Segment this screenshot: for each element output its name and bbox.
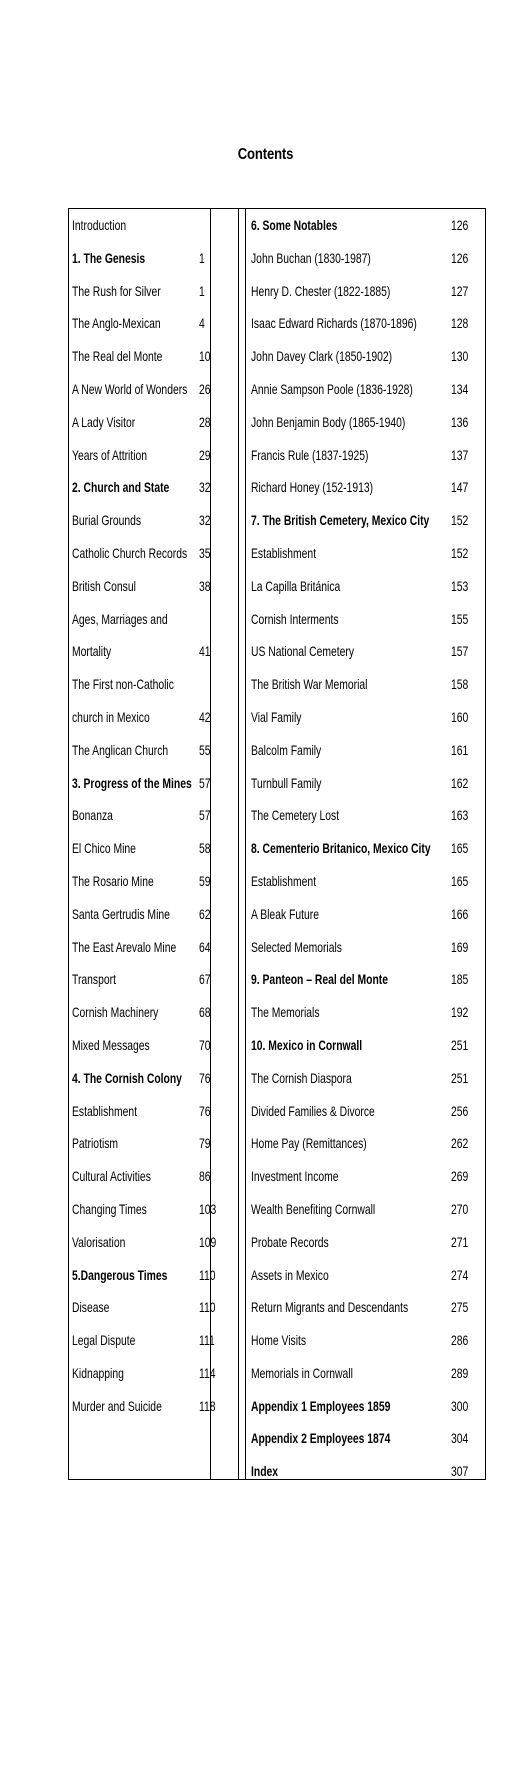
entry-page-number: 147 [451, 479, 469, 496]
entry-title: Assets in Mexico [251, 1266, 329, 1283]
entry-title: Balcolm Family [251, 741, 322, 758]
toc-entry [251, 996, 485, 1029]
entry-page-number: 10 [199, 348, 211, 365]
entry-page-number: 169 [451, 938, 469, 955]
entry-page-number: 58 [199, 840, 211, 857]
entry-page-number: 163 [451, 807, 469, 824]
entry-page-number: 136 [451, 413, 469, 430]
toc-entry [72, 275, 242, 308]
entry-page-number: 57 [199, 807, 211, 824]
entry-title: Disease [72, 1299, 110, 1316]
toc-entry [251, 799, 485, 832]
toc-entry [251, 898, 485, 931]
entry-title: La Capilla Británica [251, 577, 341, 594]
entry-page-number: 59 [199, 872, 211, 889]
entry-page-number: 185 [451, 971, 469, 988]
entry-title: British Consul [72, 577, 136, 594]
entry-title: Annie Sampson Poole (1836-1928) [251, 380, 413, 397]
entry-title: Introduction [72, 217, 127, 233]
entry-title: Establishment [251, 872, 317, 889]
entry-page-number: 153 [451, 577, 469, 594]
entry-page-number: 86 [199, 1168, 211, 1185]
entry-page-number: 251 [451, 1069, 469, 1086]
entry-title: Appendix 1 Employees 1859 [251, 1397, 391, 1414]
entry-page-number: 162 [451, 774, 469, 791]
entry-page-number: 1 [199, 282, 205, 299]
toc-entry [72, 570, 242, 603]
entry-page-number: 28 [199, 413, 211, 430]
entry-page-number: 42 [199, 708, 211, 725]
entry-title: Catholic Church Records [72, 544, 188, 561]
entry-page-number: 26 [199, 380, 211, 397]
entry-title: Kidnapping [72, 1364, 124, 1381]
toc-entry [72, 865, 242, 898]
toc-entry [72, 1324, 242, 1357]
toc-entry [251, 373, 485, 406]
toc-entry [72, 1259, 242, 1292]
entry-title: Cornish Machinery [72, 1004, 159, 1021]
entry-title: 6. Some Notables [251, 217, 338, 233]
toc-entry [72, 996, 242, 1029]
entry-page-number: 130 [451, 348, 469, 365]
toc-entry [72, 307, 242, 340]
entry-title: Index [251, 1463, 279, 1480]
entry-page-number: 155 [451, 610, 469, 627]
toc-entry [251, 963, 485, 996]
toc-entry [72, 963, 242, 996]
toc-entry [251, 1095, 485, 1128]
entry-page-number: 166 [451, 905, 469, 922]
entry-title: Cultural Activities [72, 1168, 151, 1185]
entry-title: Patriotism [72, 1135, 119, 1152]
entry-page-number: 41 [199, 643, 211, 660]
entry-title: Legal Dispute [72, 1332, 136, 1349]
entry-title: El Chico Mine [72, 840, 136, 857]
entry-page-number: 110 [199, 1299, 216, 1316]
toc-entry [72, 1062, 242, 1095]
toc-entry [251, 1259, 485, 1292]
entry-title: 3. Progress of the Mines [72, 774, 192, 791]
entry-page-number: 76 [199, 1102, 211, 1119]
toc-entry [251, 1455, 485, 1488]
entry-title: Valorisation [72, 1233, 126, 1250]
entry-page-number: 269 [451, 1168, 469, 1185]
toc-entry [251, 734, 485, 767]
entry-page-number: 137 [451, 446, 469, 463]
toc-entry [251, 1160, 485, 1193]
entry-page-number: 4 [199, 315, 205, 332]
toc-entry [72, 1226, 242, 1259]
toc-entry [251, 1324, 485, 1357]
page-title: Contents [237, 146, 294, 163]
entry-title: Appendix 2 Employees 1874 [251, 1430, 391, 1447]
entry-page-number: 32 [199, 479, 211, 496]
entry-title: The Real del Monte [72, 348, 163, 365]
entry-page-number: 109 [199, 1233, 217, 1250]
entry-page-number: 29 [199, 446, 211, 463]
toc-entry [251, 1357, 485, 1390]
entry-page-number: 158 [451, 676, 469, 693]
entry-title: Mixed Messages [72, 1036, 150, 1053]
toc-entry [72, 471, 242, 504]
toc-entry [72, 1127, 242, 1160]
toc-entry [251, 1390, 485, 1423]
toc-entry [251, 1029, 485, 1062]
entry-page-number: 35 [199, 544, 211, 561]
entry-title: Establishment [251, 544, 317, 561]
entry-title: 8. Cementerio Britanico, Mexico City [251, 840, 431, 857]
entry-page-number: 128 [451, 315, 469, 332]
entry-page-number: 57 [199, 774, 211, 791]
entry-title: Divided Families & Divorce [251, 1102, 375, 1119]
entry-title: Changing Times [72, 1200, 147, 1217]
toc-entry [251, 1226, 485, 1259]
entry-page-number: 127 [451, 282, 469, 299]
toc-entry [251, 439, 485, 472]
entry-page-number: 161 [451, 741, 469, 758]
toc-entry [251, 471, 485, 504]
toc-entry [72, 898, 242, 931]
entry-title: Establishment [72, 1102, 138, 1119]
entry-title: A Bleak Future [251, 905, 319, 922]
entry-page-number: 270 [451, 1200, 469, 1217]
right-column [251, 209, 485, 1488]
toc-entry [72, 439, 242, 472]
toc-entry [72, 734, 242, 767]
toc-entry [72, 1029, 242, 1062]
entry-page-number: 62 [199, 905, 211, 922]
entry-page-number: 274 [451, 1266, 469, 1283]
toc-entry [72, 1095, 242, 1128]
entry-title: Murder and Suicide [72, 1397, 162, 1414]
entry-page-number: 160 [451, 708, 469, 725]
toc-entry [251, 242, 485, 275]
toc-entry [72, 832, 242, 865]
toc-entry [72, 1357, 242, 1390]
entry-title: John Benjamin Body (1865-1940) [251, 413, 406, 430]
entry-page-number: 165 [451, 840, 469, 857]
toc-entry [251, 832, 485, 865]
left-column [72, 209, 242, 1422]
entry-page-number: 152 [451, 544, 469, 561]
entry-title: John Buchan (1830-1987) [251, 249, 371, 266]
toc-entry [72, 931, 242, 964]
toc-entry [72, 373, 242, 406]
entry-title: Years of Attrition [72, 446, 148, 463]
entry-page-number: 79 [199, 1135, 211, 1152]
toc-entry [72, 209, 242, 242]
entry-title: Home Pay (Remittances) [251, 1135, 367, 1152]
entry-title: John Davey Clark (1850-1902) [251, 348, 393, 365]
entry-page-number: 32 [199, 512, 211, 529]
entry-page-number: 38 [199, 577, 211, 594]
toc-entry [251, 340, 485, 373]
entry-title: The Cornish Diaspora [251, 1069, 352, 1086]
entry-page-number: 300 [451, 1397, 469, 1414]
entry-page-number: 111 [199, 1332, 215, 1349]
toc-entry [251, 1291, 485, 1324]
entry-page-number: 103 [199, 1200, 217, 1217]
toc-entry [251, 603, 485, 636]
toc-entry [251, 865, 485, 898]
toc-entry [72, 504, 242, 537]
toc-entry [72, 406, 242, 439]
toc-entry [251, 570, 485, 603]
entry-title: Turnbull Family [251, 774, 322, 791]
toc-entry [72, 1390, 242, 1423]
entry-title: The Cemetery Lost [251, 807, 340, 824]
toc-entry [251, 1127, 485, 1160]
entry-title: 7. The British Cemetery, Mexico City [251, 512, 430, 529]
entry-title: Santa Gertrudis Mine [72, 905, 170, 922]
entry-title: church in Mexico [72, 708, 150, 725]
entry-title: 10. Mexico in Cornwall [251, 1036, 363, 1053]
entry-title: The Rush for Silver [72, 282, 161, 299]
entry-title: Memorials in Cornwall [251, 1364, 353, 1381]
toc-entry [251, 1422, 485, 1455]
contents-table [68, 208, 486, 1480]
entry-title: Cornish Interments [251, 610, 339, 627]
toc-entry [72, 1160, 242, 1193]
toc-entry [251, 635, 485, 668]
entry-page-number: 68 [199, 1004, 211, 1021]
entry-title: A New World of Wonders [72, 380, 188, 397]
entry-page-number: 126 [451, 217, 469, 233]
entry-page-number: 55 [199, 741, 211, 758]
toc-entry [72, 767, 242, 800]
entry-title: 1. The Genesis [72, 249, 146, 266]
entry-title: A Lady Visitor [72, 413, 136, 430]
entry-page-number: 271 [451, 1233, 469, 1250]
toc-entry [72, 340, 242, 373]
entry-title: 9. Panteon – Real del Monte [251, 971, 389, 988]
entry-page-number: 110 [199, 1266, 216, 1283]
entry-page-number: 152 [451, 512, 469, 529]
entry-page-number: 307 [451, 1463, 469, 1480]
toc-entry [72, 242, 242, 275]
entry-page-number: 289 [451, 1364, 469, 1381]
entry-title: Return Migrants and Descendants [251, 1299, 409, 1316]
entry-title: 2. Church and State [72, 479, 170, 496]
entry-page-number: 262 [451, 1135, 469, 1152]
entry-title: The First non-Catholic [72, 676, 174, 693]
toc-entry [251, 767, 485, 800]
toc-entry [251, 275, 485, 308]
toc-entry [251, 1062, 485, 1095]
entry-page-number: 126 [451, 249, 469, 266]
entry-page-number: 134 [451, 380, 469, 397]
entry-page-number: 192 [451, 1004, 469, 1021]
entry-page-number: 76 [199, 1069, 211, 1086]
entry-title: 4. The Cornish Colony [72, 1069, 182, 1086]
entry-page-number: 70 [199, 1036, 211, 1053]
entry-title: Burial Grounds [72, 512, 142, 529]
toc-entry [72, 1291, 242, 1324]
toc-entry [72, 603, 242, 636]
entry-title: 5.Dangerous Times [72, 1266, 168, 1283]
toc-entry [251, 504, 485, 537]
toc-entry [251, 701, 485, 734]
entry-title: Vial Family [251, 708, 302, 725]
entry-page-number: 251 [451, 1036, 469, 1053]
entry-page-number: 64 [199, 938, 211, 955]
toc-entry [72, 799, 242, 832]
entry-page-number: 157 [451, 643, 469, 660]
entry-title: US National Cemetery [251, 643, 355, 660]
entry-title: Transport [72, 971, 116, 988]
entry-title: Francis Rule (1837-1925) [251, 446, 369, 463]
toc-entry [72, 1193, 242, 1226]
entry-title: Selected Memorials [251, 938, 342, 955]
toc-entry [251, 209, 485, 242]
entry-page-number: 1 [199, 249, 205, 266]
toc-entry [72, 635, 242, 668]
toc-entry [72, 668, 242, 701]
entry-page-number: 114 [199, 1364, 216, 1381]
toc-entry [72, 701, 242, 734]
entry-page-number: 118 [199, 1397, 216, 1414]
entry-title: The Anglican Church [72, 741, 169, 758]
entry-page-number: 67 [199, 971, 211, 988]
toc-entry [251, 931, 485, 964]
entry-title: Henry D. Chester (1822-1885) [251, 282, 391, 299]
entry-title: Bonanza [72, 807, 113, 824]
entry-page-number: 286 [451, 1332, 469, 1349]
toc-entry [251, 406, 485, 439]
entry-title: Isaac Edward Richards (1870-1896) [251, 315, 417, 332]
toc-entry [251, 1193, 485, 1226]
entry-page-number: 275 [451, 1299, 469, 1316]
entry-page-number: 304 [451, 1430, 469, 1447]
toc-entry [72, 537, 242, 570]
entry-title: The Memorials [251, 1004, 320, 1021]
entry-title: The Rosario Mine [72, 872, 154, 889]
entry-title: Probate Records [251, 1233, 329, 1250]
entry-title: Wealth Benefiting Cornwall [251, 1200, 376, 1217]
entry-title: Investment Income [251, 1168, 339, 1185]
entry-page-number: 256 [451, 1102, 469, 1119]
entry-title: Mortality [72, 643, 112, 660]
column-divider [245, 209, 246, 1479]
entry-title: Home Visits [251, 1332, 307, 1349]
entry-title: The East Arevalo Mine [72, 938, 177, 955]
entry-title: The British War Memorial [251, 676, 368, 693]
entry-title: The Anglo-Mexican [72, 315, 161, 332]
toc-entry [251, 537, 485, 570]
entry-title: Richard Honey (152-1913) [251, 479, 374, 496]
entry-title: Ages, Marriages and [72, 610, 168, 627]
toc-entry [251, 307, 485, 340]
toc-entry [251, 668, 485, 701]
entry-page-number: 165 [451, 872, 469, 889]
